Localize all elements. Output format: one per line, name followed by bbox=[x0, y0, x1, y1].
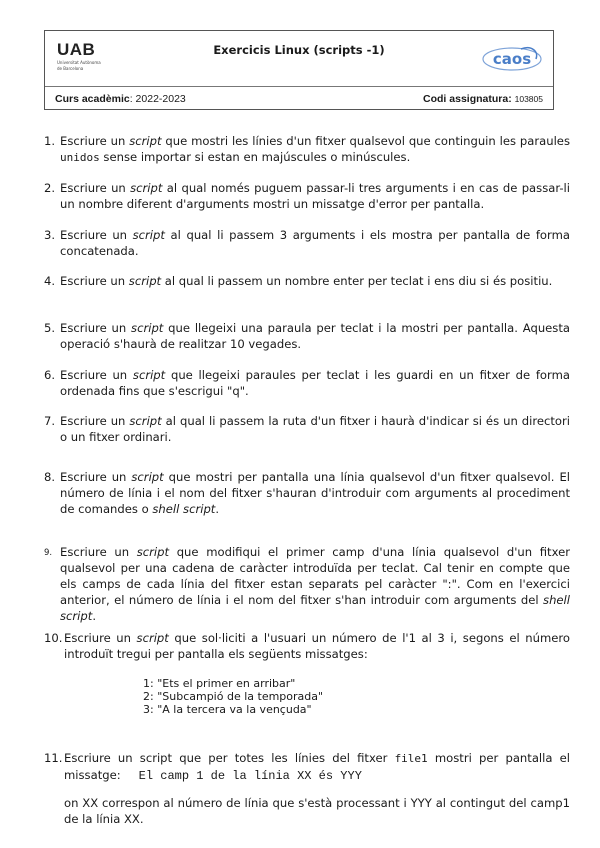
subject-code: Codi assignatura: 103805 bbox=[423, 93, 543, 105]
uab-logo-subtitle-2: de Barcelona bbox=[57, 66, 84, 71]
exercise-number: 5. bbox=[44, 321, 56, 335]
message-options bbox=[143, 677, 323, 716]
exercise-11-explanation: on XX correspon al número de línia que s'està processant i YYY al contingut del camp1 de la línia XX. bbox=[64, 796, 570, 826]
exercise-number: 11. bbox=[44, 751, 63, 765]
exercise-text: Escriure un script al qual li passem un nombre enter per teclat i ens diu si és positiu. bbox=[60, 274, 553, 288]
exercise-number: 9. bbox=[44, 548, 53, 558]
exercise-text: Escriure un script que modifiqui el primer camp d'una línia qualsevol d'un fitxer qualsevol per una cadena de caràcter introduïda per teclat. Cal tenir en compte que els camps de cada línia del fitxer estan separats pel caràcter ":". Com en l'exercici anterior, el número de línia i el nom del fitxer s'han introduir com arguments del shell script. bbox=[60, 545, 570, 623]
code-label: Codi assignatura bbox=[423, 93, 509, 105]
exercise-number: 2. bbox=[44, 181, 56, 195]
exercise-text: Escriure un script que per totes les línies del fitxer file1 mostri per pantalla el missatge: El camp 1 de la línia XX és YYY bbox=[64, 751, 571, 783]
option-3: 3: "A la tercera va la vençuda" bbox=[143, 703, 312, 716]
uab-logo-mark: UAB bbox=[57, 40, 96, 59]
exercise-text: Escriure un script que llegeixi una paraula per teclat i la mostri per pantalla. Aquesta operació s'haurà de realitzar 10 vegades. bbox=[60, 321, 570, 351]
exercise-text: Escriure un script al qual li passem la ruta d'un fitxer i haurà d'indicar si és un directori o un fitxer ordinari. bbox=[60, 414, 570, 444]
course-year bbox=[55, 93, 186, 105]
exercise-9 bbox=[44, 544, 570, 624]
exercise-text: Escriure un script que llegeixi paraules per teclat i les guardi en un fitxer de forma ordenada fins que s'escrigui "q". bbox=[60, 368, 570, 398]
exercise-1 bbox=[44, 133, 570, 166]
exercise-text: Escriure un script al qual només puguem passar-li tres arguments i en cas de passar-li un nombre diferent d'arguments mostri un missatge d'error per pantalla. bbox=[60, 181, 570, 211]
exercise-number: 6. bbox=[44, 368, 56, 382]
exercise-number: 10. bbox=[44, 631, 63, 645]
header-divider bbox=[45, 86, 553, 87]
message-code: El camp 1 de la línia XX és YYY bbox=[138, 769, 362, 783]
document-header bbox=[44, 30, 554, 110]
uab-logo-subtitle-1: Universitat Autònoma bbox=[57, 60, 101, 65]
exercise-11 bbox=[44, 750, 570, 784]
exercise-number: 7. bbox=[44, 414, 56, 428]
option-2: 2: "Subcampió de la temporada" bbox=[143, 690, 324, 703]
exercise-number: 4. bbox=[44, 274, 56, 288]
exercise-number: 3. bbox=[44, 228, 56, 242]
caos-logo bbox=[481, 43, 543, 73]
exercise-10 bbox=[44, 630, 570, 662]
exercise-text: Escriure un script al qual li passem 3 arguments i els mostra per pantalla de forma concatenada. bbox=[60, 228, 570, 258]
caos-logo-text: caos bbox=[492, 50, 532, 68]
course-label: Curs acadèmic bbox=[55, 93, 130, 105]
exercise-text: Escriure un script que mostri les línies d'un fitxer qualsevol que continguin les paraules unidos sense importar si estan en majúscules o minúscules. bbox=[60, 134, 570, 164]
exercise-5 bbox=[44, 320, 570, 352]
exercise-4 bbox=[44, 273, 570, 289]
exercise-2 bbox=[44, 180, 570, 212]
exercise-text: Escriure un script que mostri per pantalla una línia qualsevol d'un fitxer qualsevol. El número de línia i el nom del fitxer s'hauran d'introduir com arguments al procediment de comandes o shell script. bbox=[60, 470, 570, 516]
code-value: 103805 bbox=[514, 94, 543, 104]
exercise-text: Escriure un script que sol·liciti a l'usuari un número de l'1 al 3 i, segons el número introduït tregui per pantalla els següents missatges: bbox=[64, 631, 570, 661]
exercise-number: 8. bbox=[44, 470, 56, 484]
inline-code: file1 bbox=[394, 752, 428, 765]
exercise-7 bbox=[44, 413, 570, 445]
exercise-6 bbox=[44, 367, 570, 399]
course-value: : 2022-2023 bbox=[129, 93, 186, 105]
inline-code: unidos bbox=[60, 151, 100, 164]
exercise-8 bbox=[44, 469, 570, 517]
option-1: 1: "Ets el primer en arribar" bbox=[143, 677, 296, 690]
document-title: Exercicis Linux (scripts -1) bbox=[213, 43, 385, 57]
exercise-number: 1. bbox=[44, 134, 56, 148]
exercise-3 bbox=[44, 227, 570, 259]
